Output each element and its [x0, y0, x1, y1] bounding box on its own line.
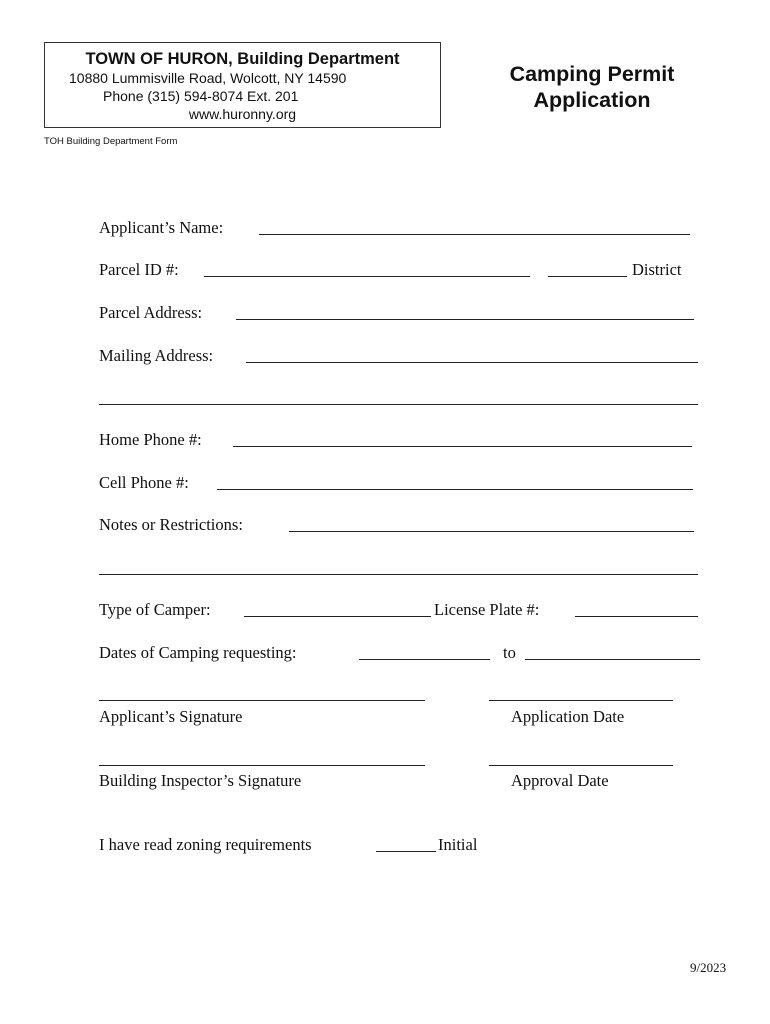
district-field[interactable]	[548, 276, 627, 277]
department-address: 10880 Lummisville Road, Wolcott, NY 14590	[69, 70, 347, 86]
page-title-line-2: Application	[533, 88, 651, 112]
license-plate-label: License Plate #:	[434, 600, 540, 619]
home-phone-label: Home Phone #:	[99, 430, 202, 449]
department-phone: Phone (315) 594-8074 Ext. 201	[103, 88, 299, 104]
approval-date-line[interactable]	[489, 765, 673, 766]
applicant-name-field[interactable]	[259, 234, 690, 235]
mailing-address-label: Mailing Address:	[99, 346, 214, 365]
cell-phone-field[interactable]	[217, 489, 693, 490]
inspector-signature-label: Building Inspector’s Signature	[99, 771, 302, 790]
mailing-address-line-2-field[interactable]	[99, 404, 698, 405]
applicant-signature-line[interactable]	[99, 700, 425, 701]
camping-end-date-field[interactable]	[525, 659, 700, 660]
camping-start-date-field[interactable]	[359, 659, 490, 660]
camping-dates-to-label: to	[503, 643, 516, 662]
approval-date-label: Approval Date	[511, 771, 609, 790]
notes-label: Notes or Restrictions:	[99, 515, 243, 534]
zoning-initial-field[interactable]	[376, 851, 436, 852]
inspector-signature-line[interactable]	[99, 765, 425, 766]
application-date-label: Application Date	[511, 707, 625, 726]
zoning-initial-label: Initial	[438, 835, 478, 854]
department-website: www.huronny.org	[188, 106, 297, 122]
parcel-address-field[interactable]	[236, 319, 694, 320]
mailing-address-field[interactable]	[246, 362, 698, 363]
applicant-name-label: Applicant’s Name:	[99, 218, 224, 237]
department-name: TOWN OF HURON, Building Department	[85, 50, 400, 68]
parcel-id-field[interactable]	[204, 276, 530, 277]
license-plate-field[interactable]	[575, 616, 698, 617]
applicant-signature-label: Applicant’s Signature	[99, 707, 243, 726]
home-phone-field[interactable]	[233, 446, 692, 447]
page-title	[478, 61, 706, 113]
zoning-acknowledgement-label: I have read zoning requirements	[99, 835, 312, 854]
camper-type-field[interactable]	[244, 616, 431, 617]
page-title-line-1: Camping Permit	[509, 62, 675, 86]
department-header-box	[44, 42, 441, 128]
parcel-address-label: Parcel Address:	[99, 303, 203, 322]
notes-field[interactable]	[289, 531, 694, 532]
camper-type-label: Type of Camper:	[99, 600, 211, 619]
form-label: TOH Building Department Form	[44, 136, 178, 147]
district-label: District	[632, 260, 682, 279]
form-revision-date: 9/2023	[690, 960, 727, 975]
camping-dates-label: Dates of Camping requesting:	[99, 643, 297, 662]
parcel-id-label: Parcel ID #:	[99, 260, 179, 279]
notes-line-2-field[interactable]	[99, 574, 698, 575]
cell-phone-label: Cell Phone #:	[99, 473, 189, 492]
application-date-line[interactable]	[489, 700, 673, 701]
